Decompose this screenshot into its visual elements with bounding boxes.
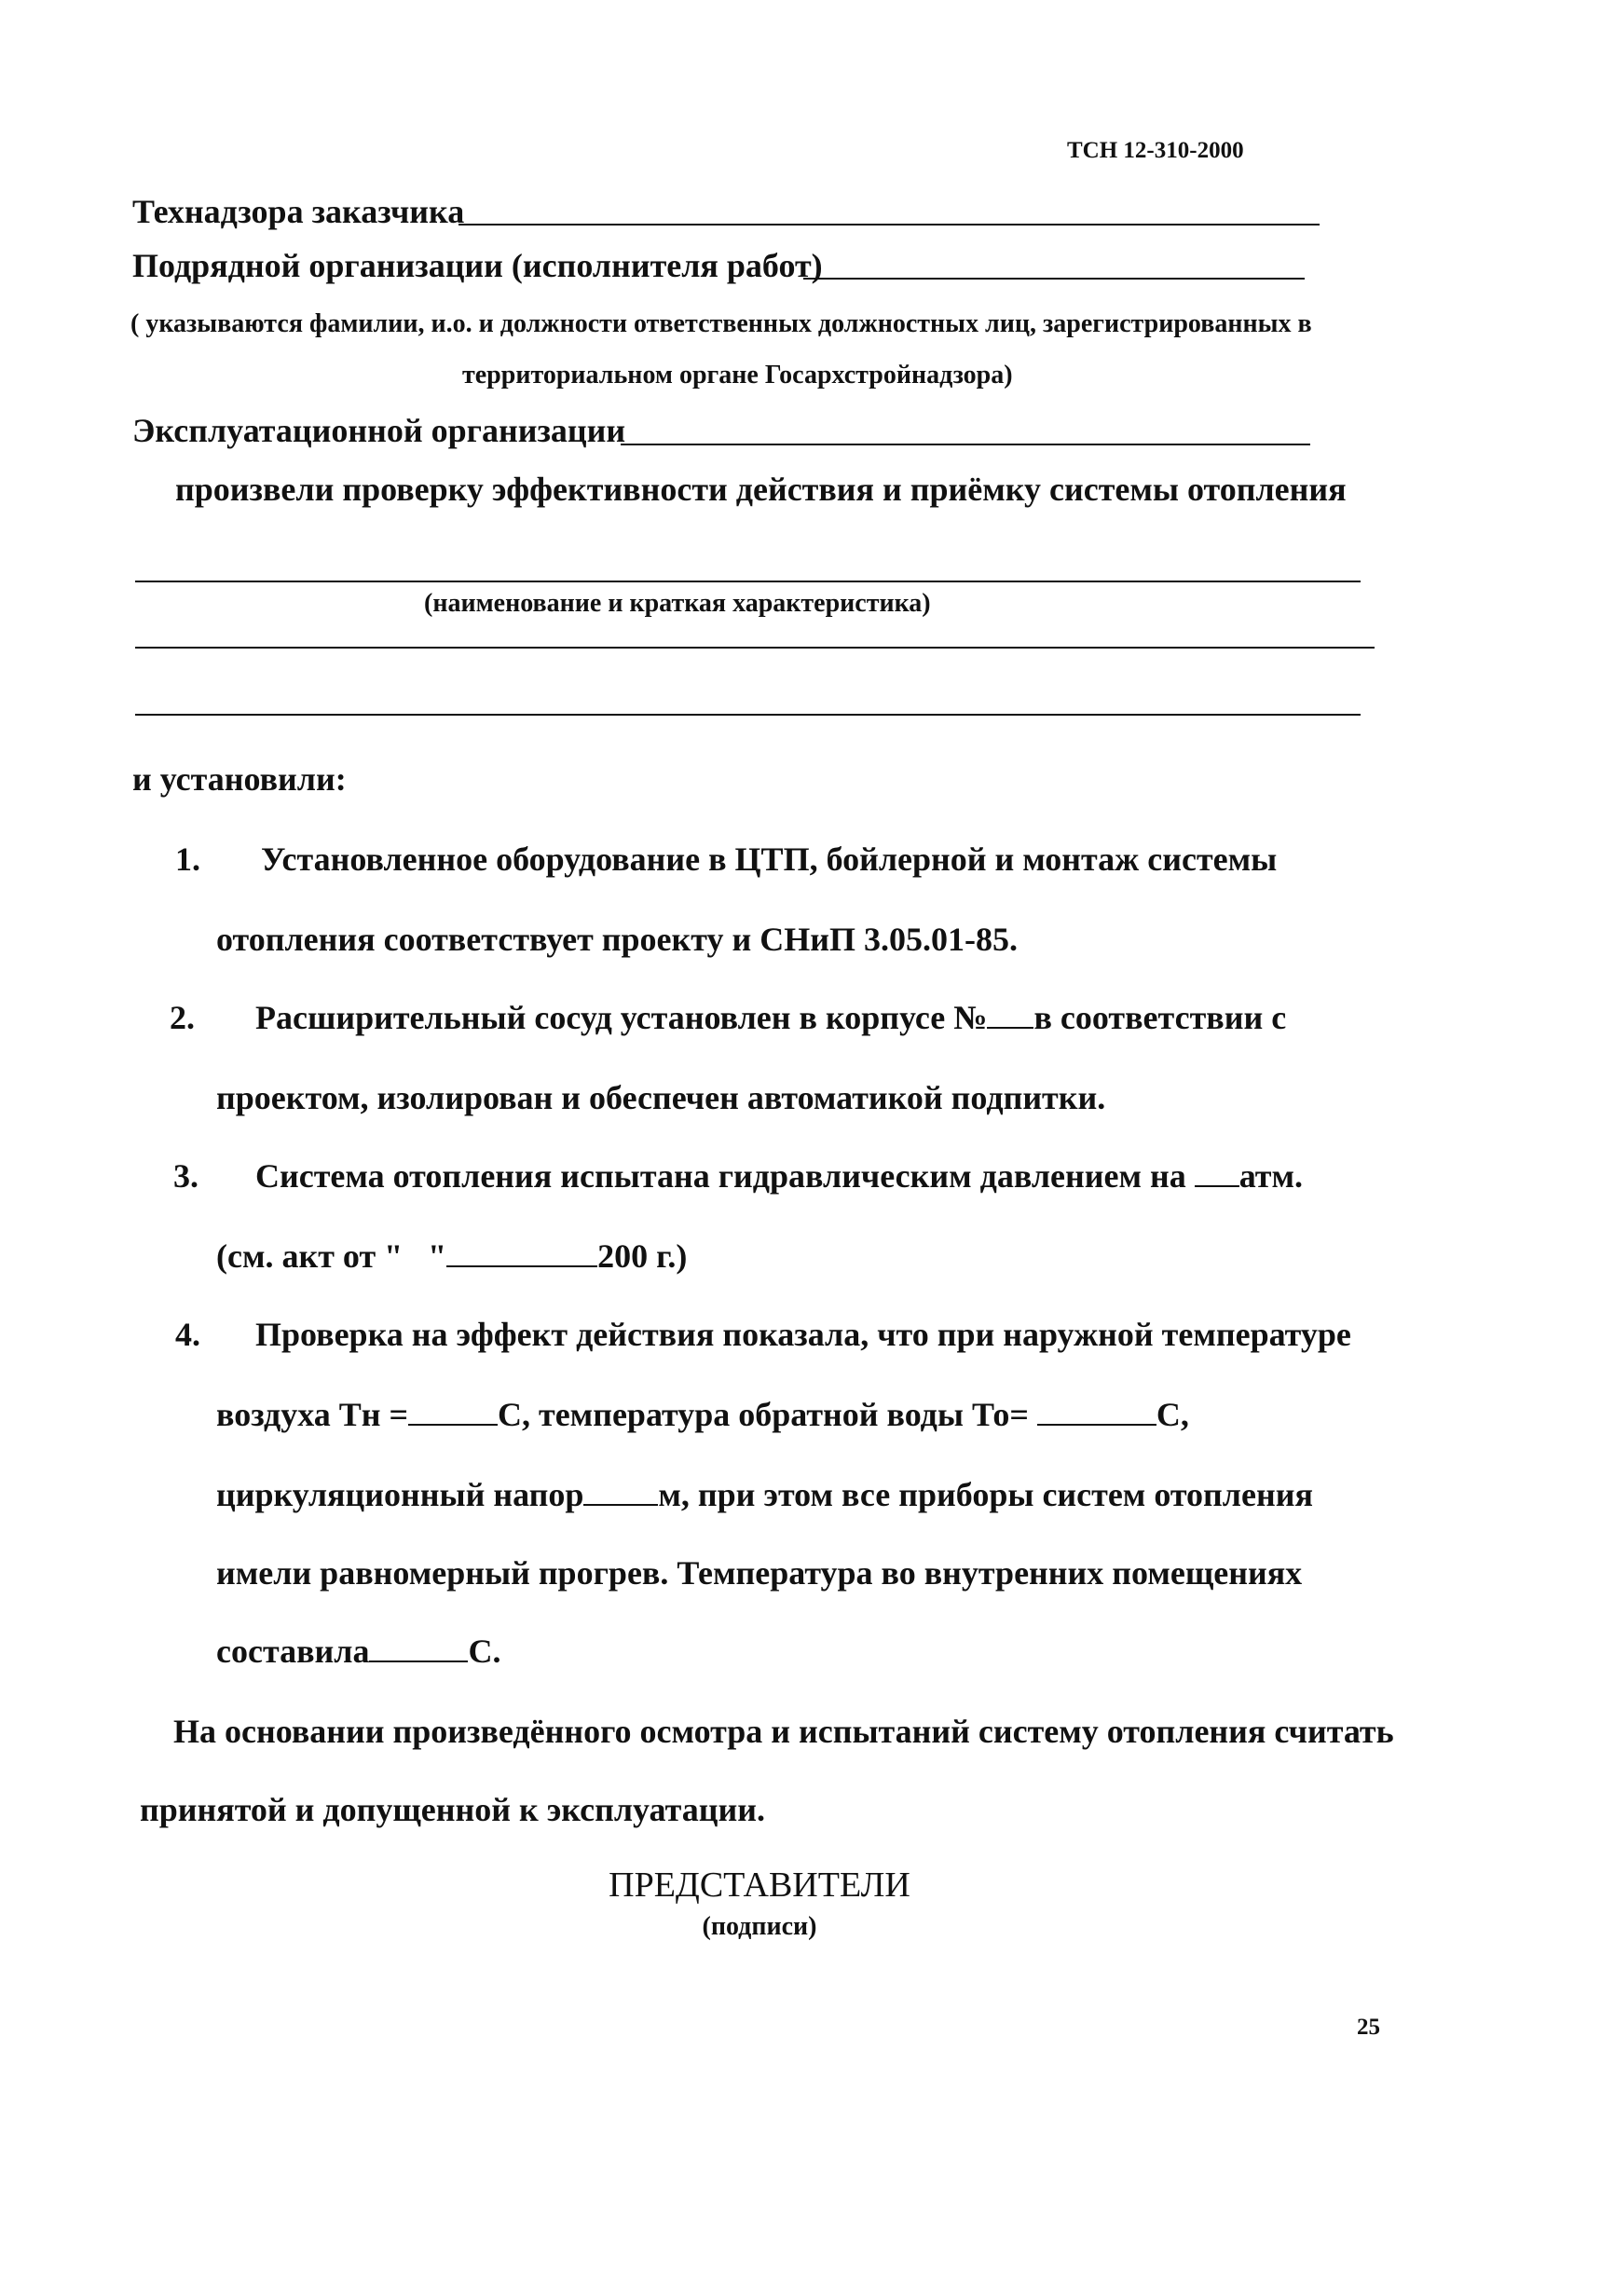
performed-text: произвели проверку эффективности действия и приёмку системы отопления [175, 471, 1347, 508]
item-text-b: атм. [1238, 1157, 1303, 1195]
list-item-4-line-2 [216, 1394, 1189, 1435]
list-item-4-line-5 [216, 1631, 500, 1672]
return-water-blank [1037, 1398, 1156, 1426]
list-item-4-line-3 [216, 1474, 1313, 1515]
system-caption: (наименование и краткая характеристика) [424, 589, 931, 618]
act-date-blank [446, 1239, 597, 1267]
list-item-1-line-2: отопления соответствует проекту и СНиП 3.05.01-85. [216, 921, 1018, 958]
circulation-head-blank [583, 1478, 658, 1506]
conclusion-line-1: На основании произведённого осмотра и испытаний систему отопления считать [173, 1713, 1394, 1750]
return-water-unit: С, [1156, 1396, 1189, 1433]
list-item-2-line-1 [170, 997, 1286, 1038]
building-number-blank [987, 1001, 1033, 1029]
conclusion-line-2: принятой и допущенной к эксплуатации. [140, 1791, 765, 1828]
circulation-head-text: циркуляционный напор [216, 1476, 584, 1513]
customer-supervision-line [458, 224, 1320, 226]
return-water-text: С, температура обратной воды То= [498, 1396, 1029, 1433]
note-line-2: территориальном органе Госархстройнадзора) [462, 361, 1013, 390]
list-item-3-line-2 [216, 1236, 687, 1277]
item-number: 1. [175, 840, 200, 878]
list-item-3-line-1 [173, 1155, 1303, 1196]
indoor-temp-unit: С. [468, 1633, 501, 1670]
list-item-4-line-1 [175, 1314, 1351, 1355]
system-line-1 [135, 581, 1361, 582]
item-number: 3. [173, 1157, 198, 1195]
list-item-1-line-1 [175, 839, 1277, 880]
note-line-1: ( указываются фамилии, и.о. и должности ответственных должностных лиц, зарегистрированных в [130, 309, 1312, 338]
item-text-a: Система отопления испытана гидравлическим давлением на [255, 1157, 1186, 1195]
indoor-temp-blank [369, 1634, 468, 1662]
customer-supervision-label: Технадзора заказчика [132, 193, 465, 230]
item-number: 4. [175, 1316, 200, 1353]
representatives-heading: ПРЕДСТАВИТЕЛИ [609, 1866, 910, 1905]
act-year-text: 200 г.) [597, 1237, 688, 1275]
item-text: Установленное оборудование в ЦТП, бойлерной и монтаж системы [261, 840, 1278, 878]
signatures-caption: (подписи) [702, 1912, 817, 1941]
document-code: ТСН 12-310-2000 [1067, 138, 1244, 163]
item-text-b: в соответствии с [1033, 999, 1287, 1036]
system-line-3 [135, 714, 1361, 716]
contractor-line [803, 278, 1305, 280]
operating-org-line [621, 444, 1310, 445]
item-number: 2. [170, 999, 195, 1036]
act-date-text: (см. акт от " " [216, 1237, 447, 1275]
system-line-2 [135, 647, 1375, 649]
page-number: 25 [1357, 2015, 1380, 2040]
outdoor-temp-text: воздуха Тн = [216, 1396, 409, 1433]
list-item-2-line-2: проектом, изолирован и обеспечен автоматикой подпитки. [216, 1079, 1106, 1116]
contractor-label: Подрядной организации (исполнителя работ) [132, 247, 823, 284]
outdoor-temp-blank [408, 1398, 498, 1426]
indoor-temp-text: составила [216, 1633, 370, 1670]
circulation-head-rest: м, при этом все приборы систем отопления [658, 1476, 1313, 1513]
list-item-4-line-4: имели равномерный прогрев. Температура во внутренних помещениях [216, 1554, 1303, 1592]
established-text: и установили: [132, 760, 347, 798]
pressure-blank [1195, 1159, 1239, 1187]
operating-org-label: Эксплуатационной организации [132, 412, 626, 449]
item-text-a: Расширительный сосуд установлен в корпусе № [255, 999, 988, 1036]
item-text: Проверка на эффект действия показала, что при наружной температуре [255, 1316, 1351, 1353]
